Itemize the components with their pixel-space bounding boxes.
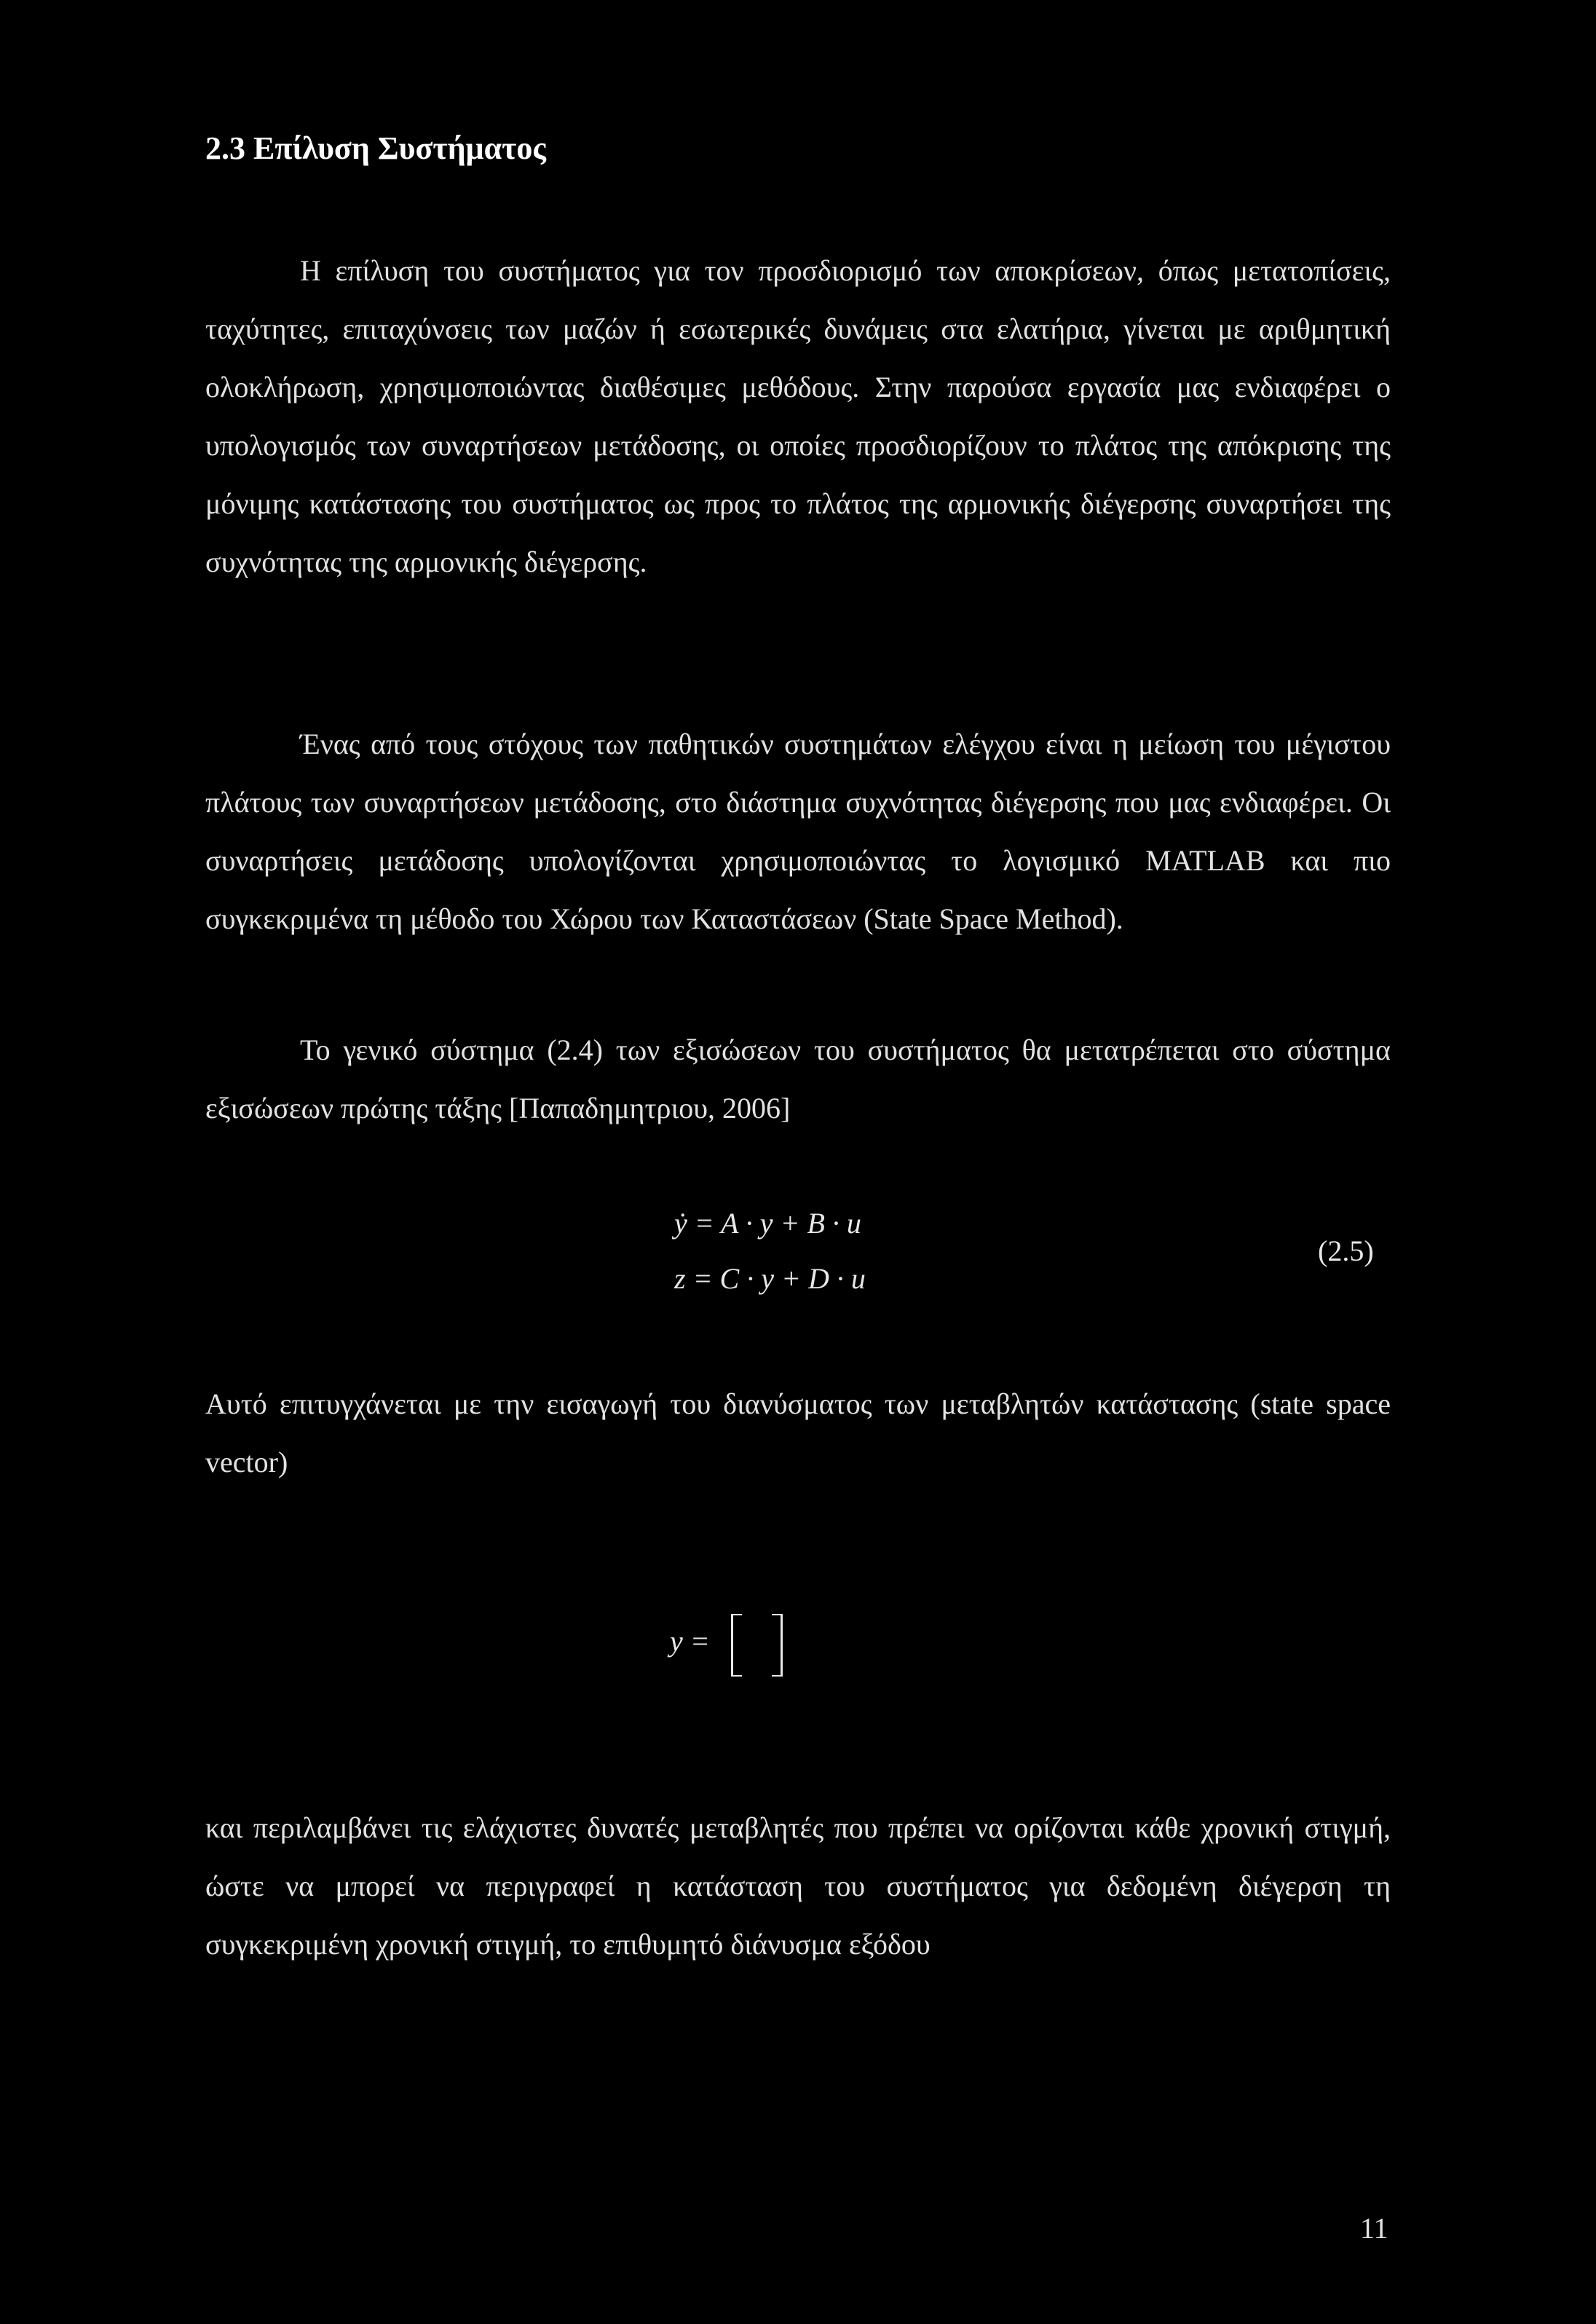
section-heading: 2.3 Επίλυση Συστήματος — [205, 130, 546, 166]
equation-line-state: ẏ = A · y + B · u — [674, 1207, 861, 1240]
state-vector-expression — [670, 1607, 888, 1687]
paragraph-state-vector — [205, 1375, 1391, 1492]
paragraph-objective — [205, 715, 1391, 948]
state-vector-label: y = — [670, 1625, 710, 1658]
equation-2-5 — [0, 1200, 1596, 1309]
paragraph-objective-text: Ένας από τους στόχους των παθητικών συστημάτων ελέγχου είναι η μείωση του μέγιστου πλάτους των συναρτήσεων μετάδοσης, στο διάστημα συχνότητας διέγερσης που μας ενδιαφέρει. Οι συναρτήσεις μετάδοσης υπολογίζονται χρησιμοποιώντας το λογισμικό MATLAB και πιο συγκεκριμένα τη μέθοδο του Χώρου των Καταστάσεων (State Space Method). — [205, 728, 1391, 935]
paragraph-general-system — [205, 1021, 1391, 1138]
paragraph-intro-text: Η επίλυση του συστήματος για τον προσδιορισμό των αποκρίσεων, όπως μετατοπίσεις, ταχύτητες, επιταχύνσεις των μαζών ή εσωτερικές δυνάμεις στα ελατήρια, γίνεται με αριθμητική ολοκλήρωση, χρησιμοποιώντας διαθέσιμες μεθόδους. Στην παρούσα εργασία μας ενδιαφέρει ο υπολογισμός των συναρτήσεων μετάδοσης, οι οποίες προσδιορίζουν το πλάτος της απόκρισης της μόνιμης κατάστασης του συστήματος ως προς το πλάτος της αρμονικής διέγερσης συναρτήσει της συχνότητας της αρμονικής διέγερσης. — [205, 254, 1391, 578]
left-bracket — [731, 1614, 742, 1677]
paragraph-minimal-variables-text: και περιλαμβάνει τις ελάχιστες δυνατές μεταβλητές που πρέπει να ορίζονται κάθε χρονική στιγμή, ώστε να μπορεί να περιγραφεί η κατάσταση του συστήματος για δεδομένη διέγερση τη συγκεκριμένη χρονική στιγμή, το επιθυμητό διάνυσμα εξόδου — [205, 1811, 1391, 1961]
paragraph-minimal-variables — [205, 1799, 1391, 1974]
paragraph-general-system-text: Το γενικό σύστημα (2.4) των εξισώσεων του συστήματος θα μετατρέπεται στο σύστημα εξισώσεων πρώτης τάξης [Παπαδημητριου, 2006] — [205, 1033, 1391, 1124]
right-bracket — [772, 1614, 783, 1677]
paragraph-state-vector-text: Αυτό επιτυγχάνεται με την εισαγωγή του διανύσματος των μεταβλητών κατάστασης (state space vector) — [205, 1387, 1391, 1478]
equation-number: (2.5) — [1318, 1234, 1374, 1267]
paragraph-intro — [205, 242, 1391, 591]
equation-line-output: z = C · y + D · u — [674, 1262, 866, 1295]
page-number: 11 — [1360, 2212, 1388, 2245]
